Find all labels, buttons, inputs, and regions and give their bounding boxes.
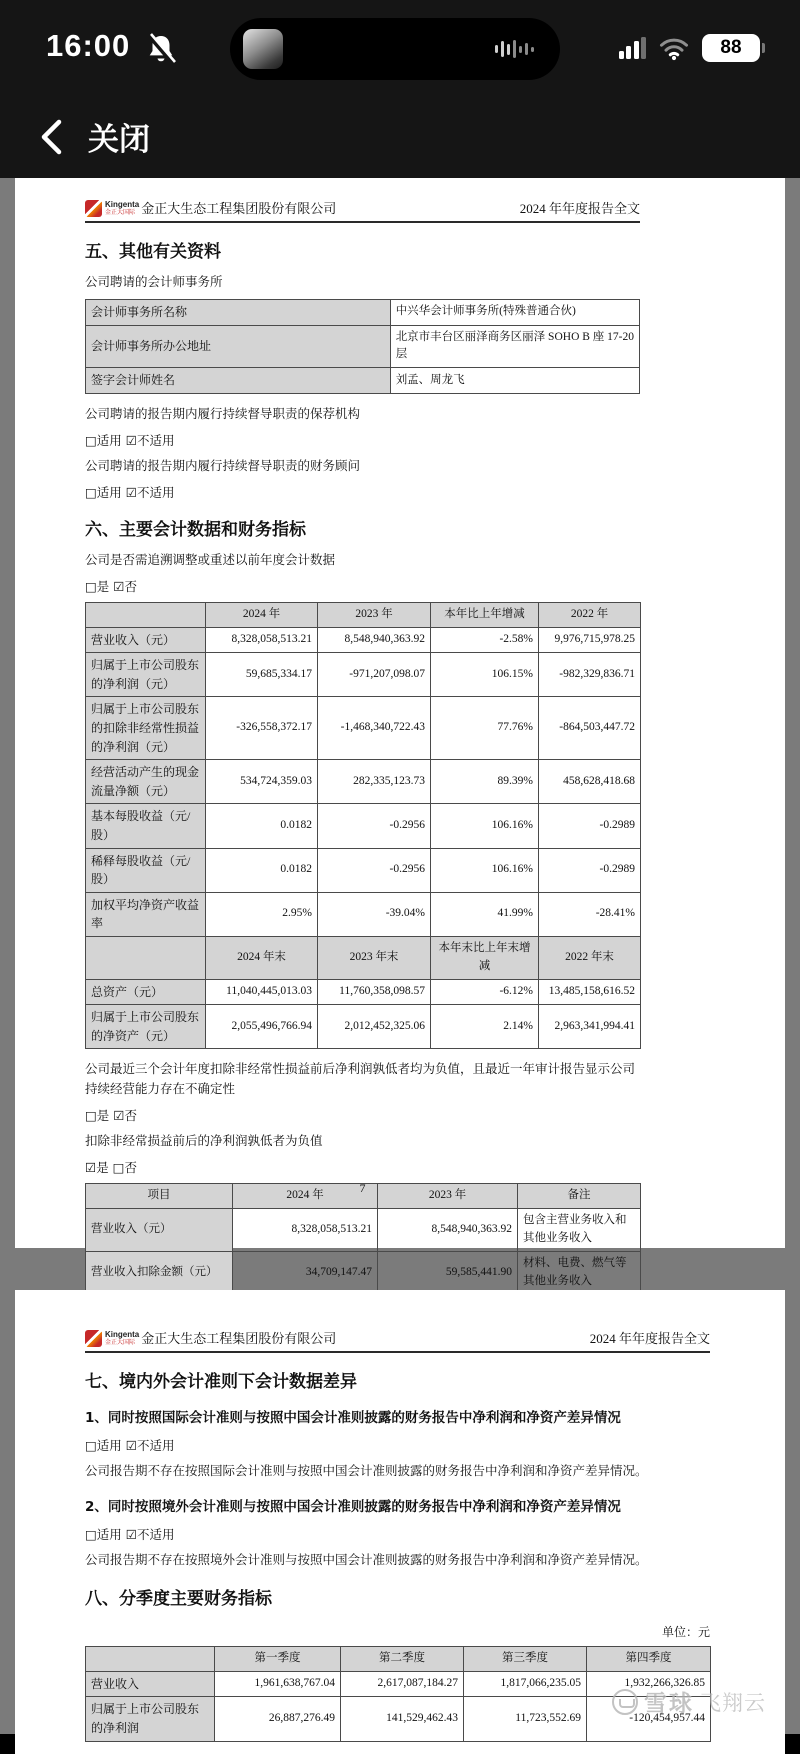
deduction-line: 扣除非经常损益前后的净利润孰低者为负值 (85, 1134, 323, 1149)
item-2-checkboxes: □适用 ☑不适用 (85, 1527, 175, 1542)
unit-label: 单位：元 (661, 1625, 710, 1639)
table-cell: 26,887,276.49 (215, 1697, 341, 1741)
table-cell: 2023 年末 (318, 936, 431, 979)
section-7-heading: 七、境内外会计准则下会计数据差异 (85, 1372, 357, 1392)
advisor-applicable-checkboxes: □适用 ☑不适用 (85, 484, 175, 500)
table-cell: -0.2989 (539, 804, 641, 848)
kingenta-logo-icon (85, 1330, 102, 1347)
report-title: 2024 年年度报告全文 (589, 1331, 710, 1346)
table-cell: 89.39% (431, 760, 539, 804)
table-cell: 第四季度 (587, 1647, 711, 1672)
table-cell: 2,963,341,994.41 (539, 1005, 641, 1049)
table-cell: 106.15% (431, 653, 539, 697)
table-cell: 第二季度 (341, 1647, 464, 1672)
report-page-7 (15, 178, 785, 1287)
logo-en-label: Kingenta (105, 200, 140, 209)
table-cell: 534,724,359.03 (206, 760, 318, 804)
table-row (86, 653, 641, 697)
table-cell: -982,329,836.71 (539, 653, 641, 697)
table-cell: 8,548,940,363.92 (378, 1209, 518, 1252)
page-number: 7 (359, 1181, 366, 1195)
table (85, 1646, 711, 1742)
table-cell: -39.04% (318, 892, 431, 936)
table-row (86, 760, 641, 804)
watermark-user: 飞翔云 (700, 1690, 766, 1715)
table-cell: 1,932,266,326.85 (587, 1671, 711, 1697)
table-cell: 41.99% (431, 892, 539, 936)
logo-cn-label: 金正大国际 (105, 1340, 136, 1346)
table-cell: 第一季度 (215, 1647, 341, 1672)
report-header (85, 1328, 710, 1353)
dynamic-island[interactable] (230, 18, 560, 80)
cellular-signal-icon (619, 37, 647, 59)
table-cell: 营业收入 (86, 1671, 215, 1697)
table-cell: 0.0182 (206, 804, 318, 848)
quarterly-indicators-table (85, 1646, 710, 1742)
table-cell: 59,585,441.90 (378, 1251, 518, 1294)
document-viewer[interactable] (0, 178, 800, 1734)
table-row (86, 1209, 641, 1252)
table-cell: -2.58% (431, 627, 539, 653)
item-1-checkboxes: □适用 ☑不适用 (85, 1438, 175, 1453)
table-cell: 8,328,058,513.21 (233, 1209, 378, 1252)
table-row (86, 936, 641, 979)
table-cell: 2,617,087,184.27 (341, 1671, 464, 1697)
table-cell: 2023 年 (318, 602, 431, 627)
table-cell: 经营活动产生的现金流量净额（元） (86, 760, 206, 804)
table-cell: -971,207,098.07 (318, 653, 431, 697)
notifications-muted-icon (146, 33, 176, 65)
table-cell: 归属于上市公司股东的净利润 (86, 1697, 215, 1741)
table-cell: 包含主营业务收入和其他业务收入 (518, 1209, 641, 1252)
kingenta-logo (85, 1330, 139, 1347)
table-cell: 本年末比上年末增减 (431, 936, 539, 979)
table-row (86, 1697, 711, 1741)
item-1-body: 公司报告期不存在按照国际会计准则与按照中国会计准则披露的财务报告中净利润和净资产差异情况。 (85, 1464, 648, 1478)
table-row (86, 848, 641, 892)
table-cell: -28.41% (539, 892, 641, 936)
clock: 16:00 (46, 28, 131, 63)
key-financials-table (85, 602, 640, 1050)
table-cell: 2024 年末 (206, 936, 318, 979)
status-bar (0, 0, 800, 95)
table-cell: 11,723,552.69 (464, 1697, 587, 1741)
table-cell: 签字会计师姓名 (86, 368, 391, 394)
table-cell: 1,817,066,235.05 (464, 1671, 587, 1697)
table-cell (86, 602, 206, 627)
battery-indicator (702, 34, 760, 62)
watermark-brand: 雪球 (644, 1691, 694, 1717)
table-cell: -1,468,340,722.43 (318, 697, 431, 760)
table-cell: 中兴华会计师事务所(特殊普通合伙) (390, 300, 639, 326)
table-cell: 0.0182 (206, 848, 318, 892)
wifi-icon (659, 37, 689, 60)
accounting-firm-table (85, 299, 640, 394)
table-cell: 刘孟、周龙飞 (390, 368, 639, 394)
battery-percent: 88 (720, 37, 742, 58)
table-cell: 2.95% (206, 892, 318, 936)
table-cell: 2024 年 (233, 1184, 378, 1209)
table-row (86, 979, 641, 1005)
audio-waveform-icon (495, 40, 534, 58)
restatement-checkboxes: □是 ☑否 (85, 578, 137, 594)
table-cell: -6.12% (431, 979, 539, 1005)
table-cell: 第三季度 (464, 1647, 587, 1672)
negative-profit-note: 公司最近三个会计年度扣除非经常性损益前后净利润孰低者均为负值，且最近一年审计报告显示公司持续经营能力存在不确定性 (85, 1062, 636, 1097)
table-cell: 34,709,147.47 (233, 1251, 378, 1294)
table-cell: 2,055,496,766.94 (206, 1005, 318, 1049)
kingenta-logo (85, 200, 139, 217)
table-cell: 458,628,418.68 (539, 760, 641, 804)
table-cell: 2022 年末 (539, 936, 641, 979)
table-cell: 营业收入（元） (86, 627, 206, 653)
table-cell: 77.76% (431, 697, 539, 760)
now-playing-thumbnail (243, 29, 283, 69)
kingenta-logo-text (105, 1331, 139, 1346)
table-cell: 北京市丰台区丽泽商务区丽泽 SOHO B 座 17-20 层 (390, 325, 639, 368)
item-2-body: 公司报告期不存在按照境外会计准则与按照中国会计准则披露的财务报告中净利润和净资产差异情况。 (85, 1553, 648, 1567)
table-cell: -0.2956 (318, 848, 431, 892)
table-row (86, 627, 641, 653)
table-row (86, 1251, 641, 1294)
logo-cn-label: 金正大国际 (105, 210, 136, 216)
table-cell (86, 936, 206, 979)
table-cell: 项目 (86, 1184, 233, 1209)
status-icons (619, 34, 761, 62)
table (85, 299, 640, 394)
table-row (86, 804, 641, 848)
close-button[interactable]: 关闭 (88, 122, 150, 157)
sponsor-line: 公司聘请的报告期内履行持续督导职责的保荐机构 (85, 406, 361, 421)
kingenta-logo-icon (85, 200, 102, 217)
logo-en-label: Kingenta (105, 1330, 140, 1339)
table-cell: 归属于上市公司股东的扣除非经常性损益的净利润（元） (86, 697, 206, 760)
table-cell: 会计师事务所名称 (86, 300, 391, 326)
back-chevron-icon[interactable] (40, 119, 62, 155)
table-cell: 归属于上市公司股东的净利润（元） (86, 653, 206, 697)
kingenta-logo-text (105, 201, 139, 216)
table-cell: -0.2989 (539, 848, 641, 892)
table-cell: 营业收入（元） (86, 1209, 233, 1252)
table-cell: 归属于上市公司股东的净资产（元） (86, 1005, 206, 1049)
negative-profit-checkboxes: □是 ☑否 (85, 1108, 137, 1124)
item-2-heading: 2、同时按照境外会计准则与按照中国会计准则披露的财务报告中净利润和净资产差异情况 (85, 1499, 621, 1515)
table-cell: 稀释每股收益（元/股） (86, 848, 206, 892)
table-cell: 1,961,638,767.04 (215, 1671, 341, 1697)
report-title: 2024 年年度报告全文 (519, 201, 640, 216)
item-1-heading: 1、同时按照国际会计准则与按照中国会计准则披露的财务报告中净利润和净资产差异情况 (85, 1410, 621, 1426)
report-header (85, 198, 640, 223)
table-row (86, 1671, 711, 1697)
table-cell: 11,040,445,013.03 (206, 979, 318, 1005)
restatement-line: 公司是否需追溯调整或重述以前年度会计数据 (85, 552, 336, 567)
section-8-heading: 八、分季度主要财务指标 (85, 1589, 272, 1609)
deduction-checkboxes: ☑是 □否 (85, 1160, 137, 1176)
company-name: 金正大生态工程集团股份有限公司 (141, 1331, 337, 1346)
table-cell (86, 1647, 215, 1672)
table-row (86, 1647, 711, 1672)
table-cell: 106.16% (431, 804, 539, 848)
table-row (86, 1005, 641, 1049)
table-cell: 141,529,462.43 (341, 1697, 464, 1741)
table-cell: 基本每股收益（元/股） (86, 804, 206, 848)
section-6-heading: 六、主要会计数据和财务指标 (85, 519, 306, 540)
table-cell: 11,760,358,098.57 (318, 979, 431, 1005)
table-cell: 106.16% (431, 848, 539, 892)
table-row (86, 697, 641, 760)
nav-bar (0, 95, 800, 178)
table-cell: 会计师事务所办公地址 (86, 325, 391, 368)
company-name: 金正大生态工程集团股份有限公司 (141, 201, 337, 216)
table-cell: 59,685,334.17 (206, 653, 318, 697)
table-cell: 备注 (518, 1184, 641, 1209)
table-cell: 2.14% (431, 1005, 539, 1049)
table-cell: 材料、电费、燃气等其他业务收入 (518, 1251, 641, 1294)
table-row (86, 368, 640, 394)
table-cell: 8,548,940,363.92 (318, 627, 431, 653)
sponsor-applicable-checkboxes: □适用 ☑不适用 (85, 432, 175, 448)
table-cell: 营业收入扣除金额（元） (86, 1251, 233, 1294)
table-cell: -0.2956 (318, 804, 431, 848)
table (85, 602, 641, 1050)
firm-intro-line: 公司聘请的会计师事务所 (85, 275, 223, 289)
table-cell: -120,454,957.44 (587, 1697, 711, 1741)
table-row (86, 892, 641, 936)
advisor-line: 公司聘请的报告期内履行持续督导职责的财务顾问 (85, 458, 361, 473)
section-5-heading: 五、其他有关资料 (85, 242, 221, 262)
table-cell: 本年比上年增减 (431, 602, 539, 627)
table-cell: 282,335,123.73 (318, 760, 431, 804)
table-cell: -326,558,372.17 (206, 697, 318, 760)
table-cell: 2024 年 (206, 602, 318, 627)
table-row (86, 300, 640, 326)
table-cell: 2,012,452,325.06 (318, 1005, 431, 1049)
table-row (86, 325, 640, 368)
table-cell: 9,976,715,978.25 (539, 627, 641, 653)
table-cell: 加权平均净资产收益率 (86, 892, 206, 936)
table-cell: 2022 年 (539, 602, 641, 627)
table-cell: -864,503,447.72 (539, 697, 641, 760)
table-cell: 8,328,058,513.21 (206, 627, 318, 653)
table-row (86, 602, 641, 627)
report-page-8 (15, 1290, 785, 1754)
table-cell: 2023 年 (378, 1184, 518, 1209)
table-cell: 13,485,158,616.52 (539, 979, 641, 1005)
table-cell: 总资产（元） (86, 979, 206, 1005)
